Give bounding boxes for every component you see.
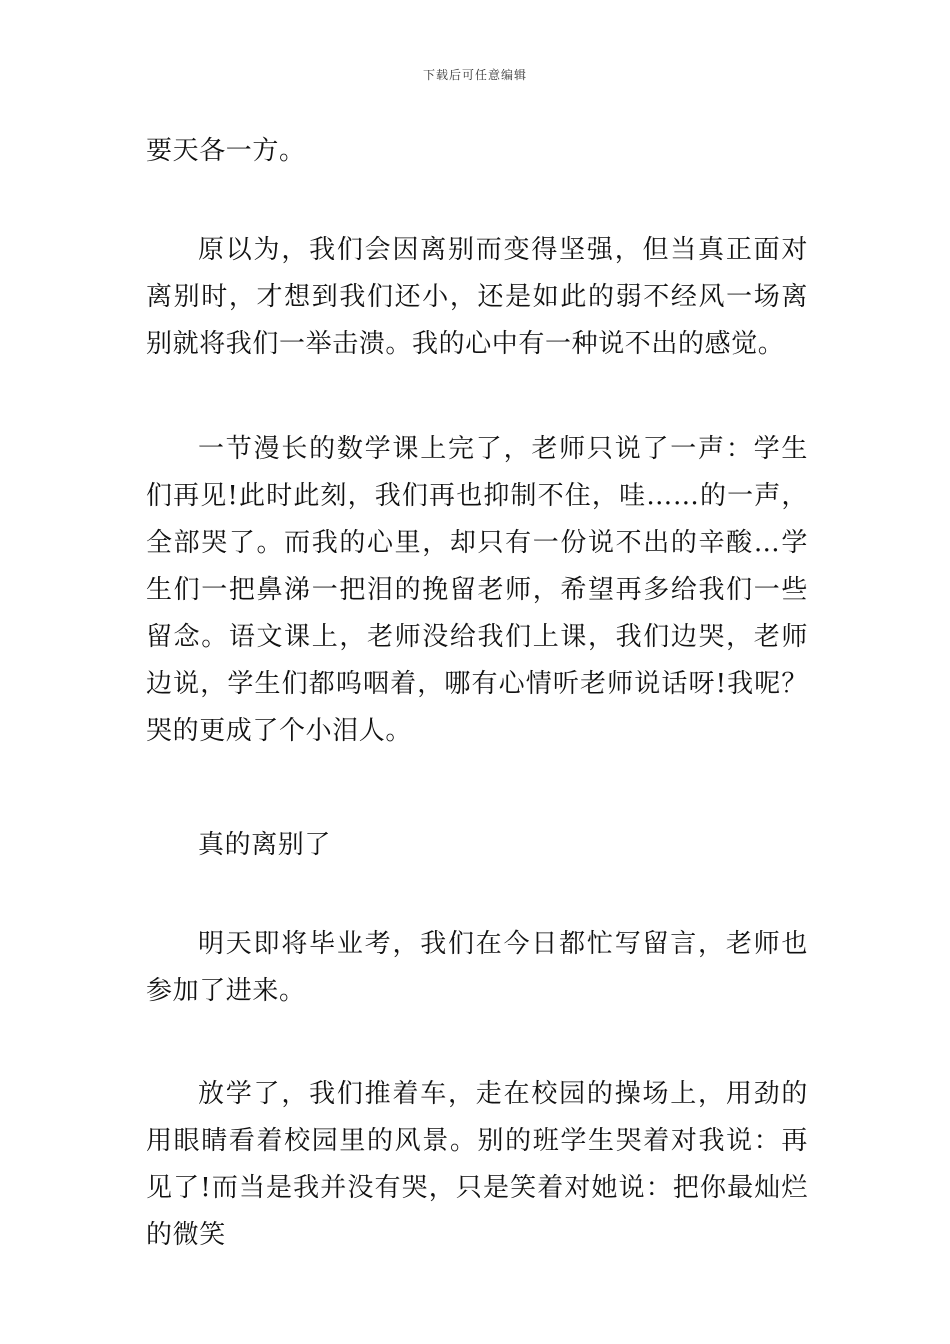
paragraph-3: 一节漫长的数学课上完了，老师只说了一声：学生们再见!此时此刻，我们再也抑制不住，哇……的一声，全部哭了。而我的心里，却只有一份说不出的辛酸…学生们一把鼻涕一把泪的挽留老师，希望再多给我们一些留念。语文课上，老师没给我们上课，我们边哭，老师边说，学生们都呜咽着，哪有心情听老师说话呀!我呢？哭的更成了个小泪人。 [146,434,808,746]
paragraph-4: 真的离别了 [198,830,332,860]
paragraph-2: 原以为，我们会因离别而变得坚强，但当真正面对离别时，才想到我们还小，还是如此的弱不经风一场离别就将我们一举击溃。我的心中有一种说不出的感觉。 [146,235,808,359]
header-note: 下载后可任意编辑 [422,68,527,82]
paragraph-1: 要天各一方。 [146,136,306,166]
paragraph-5: 明天即将毕业考，我们在今日都忙写留言，老师也参加了进来。 [146,929,808,1006]
paragraph-6: 放学了，我们推着车，走在校园的操场上，用劲的用眼睛看着校园里的风景。别的班学生哭着对我说：再见了!而当是我并没有哭，只是笑着对她说：把你最灿烂的微笑 [146,1079,808,1250]
